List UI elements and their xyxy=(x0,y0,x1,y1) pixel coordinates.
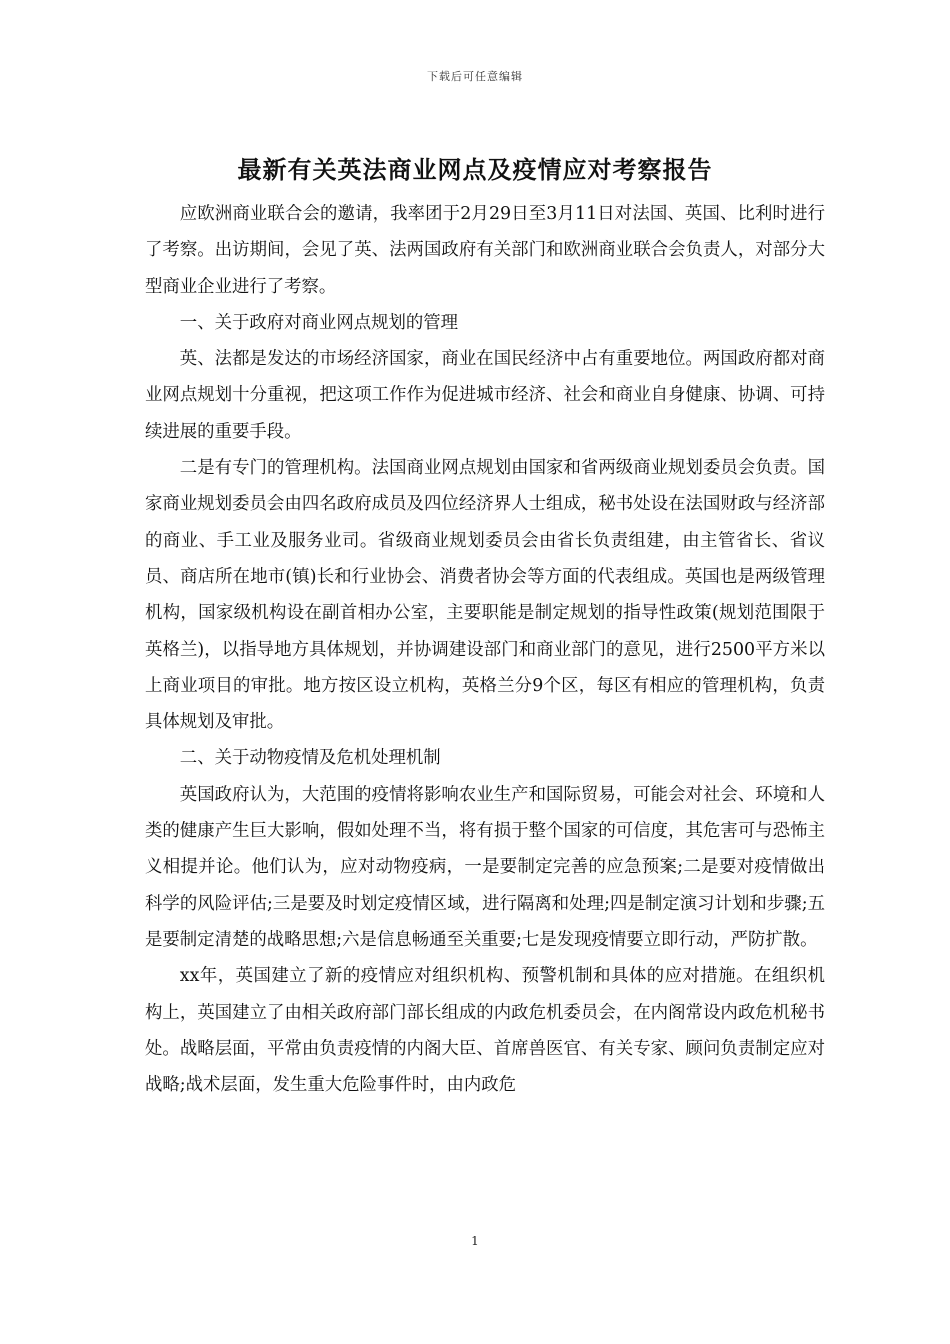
section-heading-2: 二、关于动物疫情及危机处理机制 xyxy=(179,748,441,769)
paragraph-management-agencies: 二是有专门的管理机构。法国商业网点规划由国家和省两级商业规划委员会负责。国家商业规划委员会由四名政府成员及四位经济界人士组成，秘书处设在法国财政与经济部的商业、手工业及服务业司。省级商业规划委员会由省长负责组建，由主管省长、省议员、商店所在地市(镇)长和行业协会、消费者协会等方面的代表组成。英国也是两级管理机构，国家级机构设在副首相办公室，主要职能是制定规划的指导性政策(规划范围限于英格兰)，以指导地方具体规划，并协调建设部门和商业部门的意见，进行2500平方米以上商业项目的审批。地方按区设立机构，英格兰分9个区，每区有相应的管理机构，负责具体规划及审批。 xyxy=(145,458,825,733)
page-number: 1 xyxy=(471,1234,479,1248)
paragraph-intro: 应欧洲商业联合会的邀请，我率团于2月29日至3月11日对法国、英国、比利时进行了考察。出访期间，会见了英、法两国政府有关部门和欧洲商业联合会负责人，对部分大型商业企业进行了考察。 xyxy=(145,204,825,297)
paragraph-planning-importance: 英、法都是发达的市场经济国家，商业在国民经济中占有重要地位。两国政府都对商业网点规划十分重视，把这项工作作为促进城市经济、社会和商业自身健康、协调、可持续进展的重要手段。 xyxy=(145,349,825,442)
document-title: 最新有关英法商业网点及疫情应对考察报告 xyxy=(237,155,713,184)
section-heading-1: 一、关于政府对商业网点规划的管理 xyxy=(179,312,459,333)
paragraph-crisis-mechanism: xx年，英国建立了新的疫情应对组织机构、预警机制和具体的应对措施。在组织机构上，英国建立了由相关政府部门部长组成的内政危机委员会，在内阁常设内政危机秘书处。战略层面，平常由负责疫情的内阁大臣、首席兽医官、有关专家、顾问负责制定应对战略;战术层面，发生重大危险事件时，由内政危 xyxy=(145,966,825,1096)
document-body xyxy=(145,196,825,1103)
page-header-note: 下载后可任意编辑 xyxy=(427,70,523,83)
paragraph-epidemic-view: 英国政府认为，大范围的疫情将影响农业生产和国际贸易，可能会对社会、环境和人类的健康产生巨大影响，假如处理不当，将有损于整个国家的可信度，其危害可与恐怖主义相提并论。他们认为，应对动物疫病，一是要制定完善的应急预案;二是要对疫情做出科学的风险评估;三是要及时划定疫情区域，进行隔离和处理;四是制定演习计划和步骤;五是要制定清楚的战略思想;六是信息畅通至关重要;七是发现疫情要立即行动，严防扩散。 xyxy=(145,784,825,950)
